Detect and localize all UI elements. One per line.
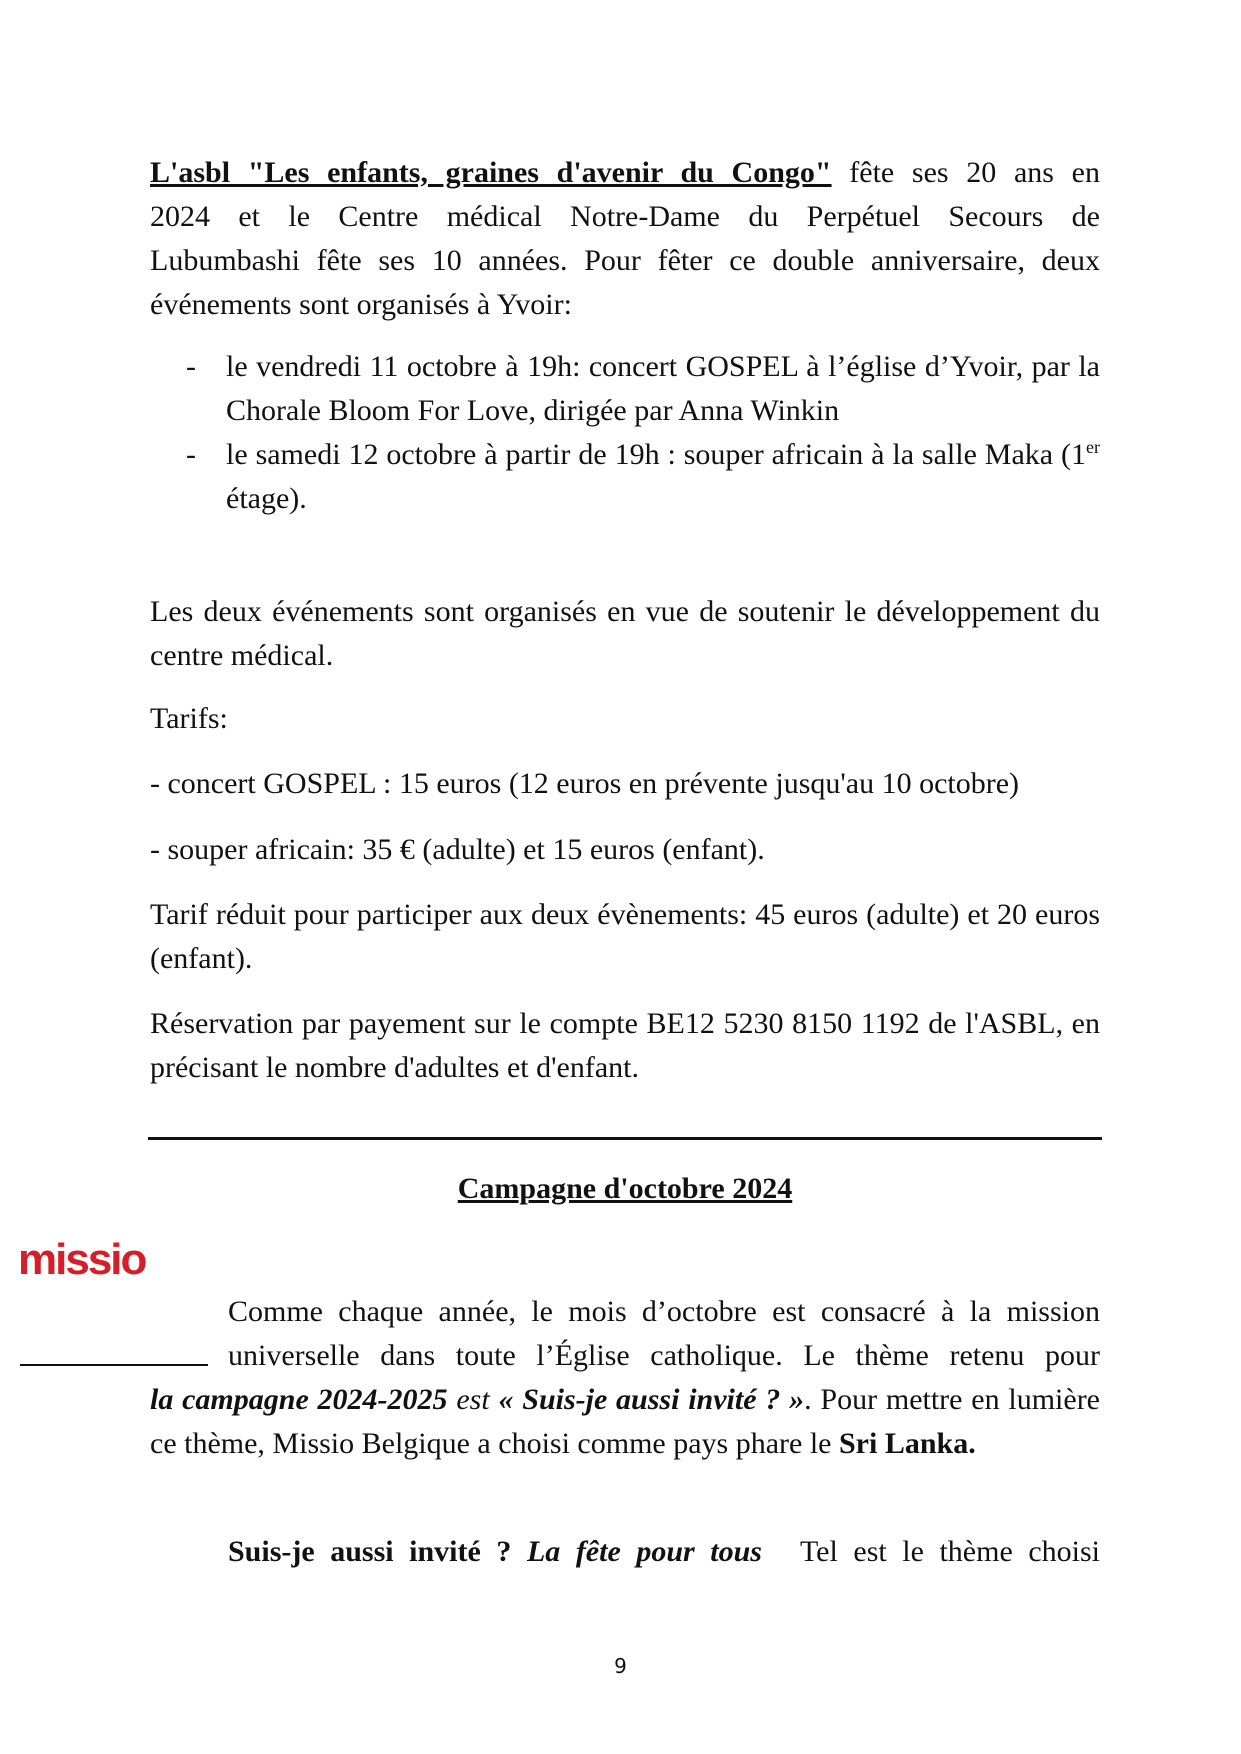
- intro-line-1: L'asbl "Les enfants, graines d'avenir du Congo" fête ses 20 ans en: [150, 156, 1100, 189]
- intro-line-4: événements sont organisés à Yvoir:: [150, 288, 572, 321]
- section-divider: [148, 1137, 1102, 1140]
- campaign-heading: Campagne d'octobre 2024: [457, 1172, 793, 1205]
- intro-line-2: 2024 et le Centre médical Notre-Dame du Perpétuel Secours de: [150, 200, 1100, 233]
- campaign-line-2: universelle dans toute l’Église catholique. Le thème retenu pour: [228, 1339, 1100, 1372]
- intro-line-3: Lubumbashi fête ses 10 années. Pour fêter ce double anniversaire, deux: [150, 244, 1100, 277]
- campaign-theme: « Suis-je aussi invité ? »: [498, 1383, 805, 1416]
- page-number: 9: [614, 1654, 627, 1678]
- featured-country: Sri Lanka.: [838, 1427, 976, 1460]
- campaign-line-1: Comme chaque année, le mois d’octobre est consacré à la mission: [228, 1295, 1100, 1328]
- event-item: [150, 345, 1100, 433]
- reservation-paragraph: Réservation par payement sur le compte BE12 5230 8150 1192 de l'ASBL, en précisant le nombre d'adultes et d'enfant.: [150, 1007, 1100, 1084]
- event-text: le samedi 12 octobre à partir de 19h : souper africain à la salle Maka (1er étage).: [226, 437, 1100, 515]
- tarif-souper: - souper africain: 35 € (adulte) et 15 euros (enfant).: [150, 833, 765, 866]
- tarifs-label: Tarifs:: [150, 702, 228, 735]
- association-title: L'asbl "Les enfants, graines d'avenir du Congo": [150, 156, 832, 189]
- campaign-rest: la campagne 2024-2025 est « Suis-je aussi invité ? ». Pour mettre en lumière ce thème, Missio Belgique a choisi comme pays phare le Sri Lanka.: [150, 1383, 1100, 1460]
- theme-line: Suis-je aussi invité ? La fête pour tous Tel est le thème choisi: [228, 1535, 1100, 1568]
- event-item: [150, 433, 1100, 521]
- event-text: le vendredi 11 octobre à 19h: concert GOSPEL à l’église d’Yvoir, par la Chorale Bloom For Love, dirigée par Anna Winkin: [226, 350, 1100, 427]
- tarif-reduit: Tarif réduit pour participer aux deux évènements: 45 euros (adulte) et 20 euros (enfant).: [150, 898, 1100, 975]
- support-paragraph: Les deux événements sont organisés en vue de soutenir le développement du centre médical.: [150, 595, 1100, 672]
- tarif-concert: - concert GOSPEL : 15 euros (12 euros en prévente jusqu'au 10 octobre): [150, 767, 1020, 800]
- missio-logo: missio: [18, 1235, 146, 1284]
- campaign-paragraph: [150, 1290, 1100, 1466]
- bullet-dash: -: [186, 350, 196, 383]
- bullet-dash: -: [186, 438, 196, 471]
- intro-paragraph: [150, 151, 1100, 327]
